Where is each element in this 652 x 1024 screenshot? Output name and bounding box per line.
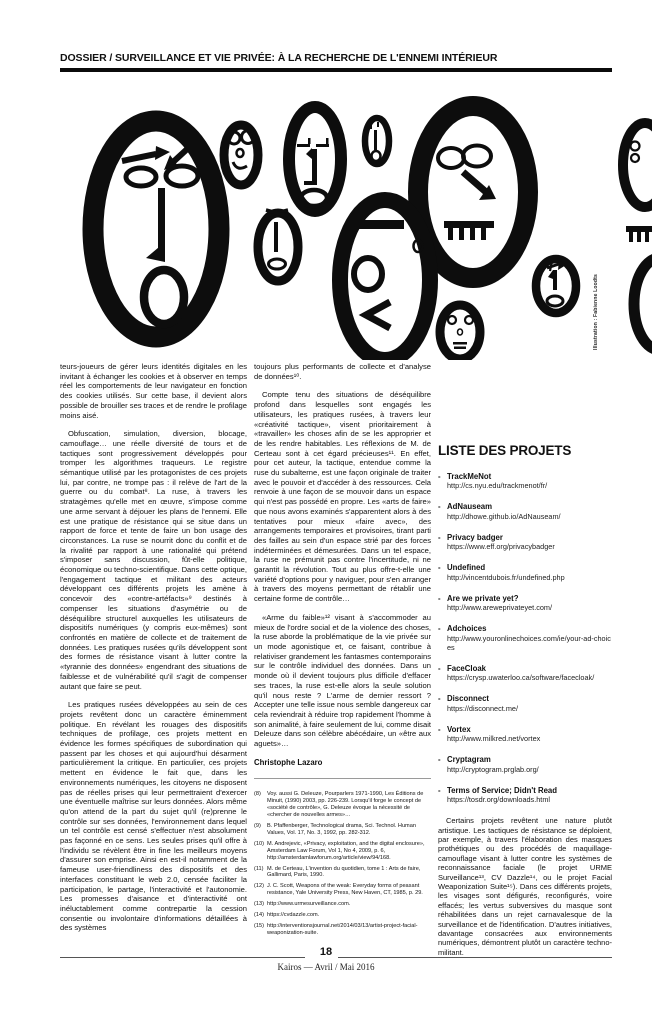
project-item-privacy-badger: [438, 533, 612, 552]
paragraph: «Arme du faible»¹² visant à s'accommoder au mieux de l'ordre social et de la violence des choses, la ruse aborde la problématique de la vie privée sur un mode agonistique et, ce faisant, contribue à relativiser grandement les fantasmes contemporains sur le contrôle individuel des données. Dans un monde où il devient toujours plus difficile d'effacer ses traces, la ruse est-elle alors la seule solution qu'il nous reste ? L'arme de dernier ressort ? Accepter une telle issue nous semble dangereux car cela reviendrait à réduire trop rapidement l'homme à son animalité, à faire seulement de lui, comme disait Deleuze dans son célèbre abécédaire, un «être aux aguets»…: [254, 612, 431, 749]
paragraph: Obfuscation, simulation, diversion, blocage, camouflage… une réelle diversité de tours et de tactiques sont progressivement développés pour tromper les algorithmes traqueurs. Le registre sémantique utilisé par les protagonistes de ces projets lui, par contre, ne trompe pas : il relève de l'art de la guerre ou du combat⁸. La ruse, à travers les stratagèmes qu'elle met en œuvre, s'impose comme une arme servant à déjouer les plans de l'ennemi. Elle est une pratique de résistance qui se situe dans un rapport de force et tente de faire un bon usage des circonstances. La ruse se nourrit donc du conflit et de la rivalité par rapport à une rationalité qui prétend s'imposer sans discussion, fût-elle politique, économique ou techno-scientifique. Dans cette optique, l'engagement tactique et militant des acteurs développant ces différents projets les amène à concevoir des «contre-artéfacts»⁹ destinés à compenser les situations d'asymétrie ou de déséquilibre structurel auxquelles les utilisateurs de dispositifs numériques (y compris eux-mêmes) sont confrontés en matière de collecte et de traitement de données. Les pratiques rusées qu'ils développent sont des formes de résistance visant à lutter contre la «tyrannie des données» engendrant des situations de faiblesse et de vulnérabilité qu'il s'agit de compenser autant que faire se peut.: [60, 429, 248, 691]
dash-bullet: -: [438, 724, 441, 734]
project-url: http://www.areweprivateyet.com/: [447, 603, 553, 613]
footnote-text: http://interventionsjournal.net/2014/03/13/artist-project-facial-weaponization-suite.: [267, 923, 418, 936]
dash-bullet: -: [438, 663, 441, 673]
footnote: [254, 901, 431, 908]
article-column-2: [254, 362, 431, 941]
illustration-credit: Illustration : Fabienne Loodts: [593, 274, 599, 350]
footnote: [254, 923, 431, 937]
project-name: Terms of Service; Didn't Read: [447, 785, 558, 795]
face-partial-right-bottom: [626, 226, 652, 350]
footnote-number: (11): [254, 865, 264, 872]
project-name: Are we private yet?: [447, 593, 519, 603]
project-name: Cryptagram: [447, 755, 491, 765]
project-url: https://tosdr.org/downloads.html: [447, 795, 551, 805]
footnote-number: (9): [254, 823, 261, 830]
project-url: http://vincentdubois.fr/undefined.php: [447, 572, 565, 582]
project-item-adchoices: [438, 624, 612, 652]
footnote-text: B. Pfaffenberger, Technological drama, Sci. Technol. Human Values, Vol. 17, No. 3, 1992, pp. 282-312.: [267, 823, 416, 836]
project-item-adnauseam: [438, 502, 612, 521]
footnote: [254, 866, 431, 880]
paragraph: toujours plus performants de collecte et d'analyse de données¹⁰.: [254, 362, 431, 381]
face-tall-center: [289, 107, 341, 211]
project-url: http://www.milkred.net/vortex: [447, 734, 541, 744]
dash-bullet: -: [438, 502, 441, 512]
face-tall-lower: [340, 200, 430, 360]
footnote-number: (13): [254, 901, 264, 908]
project-name: TrackMeNot: [447, 471, 492, 481]
projects-heading: LISTE DES PROJETS: [438, 443, 572, 458]
dash-bullet: -: [438, 694, 441, 704]
project-name: Disconnect: [447, 694, 490, 704]
dossier-header: [60, 52, 612, 72]
dash-bullet: -: [438, 785, 441, 795]
project-item-trackmenot: [438, 472, 612, 491]
project-url: https://disconnect.me/: [447, 703, 518, 713]
footnote: [254, 791, 431, 819]
project-item-disconnect: [438, 694, 612, 713]
footnote-number: (8): [254, 791, 261, 798]
face-partial-right-top: [623, 123, 652, 207]
footnote-text: M. de Certeau, L'invention du quotidien, tome 1 : Arts de faire, Gallimard, Paris, 1990.: [267, 865, 421, 879]
face-small-bottom: [440, 305, 480, 359]
footnote-text: https://cvdazzle.com.: [267, 912, 320, 919]
footnote-text: J. C. Scott, Weapons of the weak: Everyday forms of peasant resistance, Yale University Press, New Haven, CT, 1985, p. 29.: [267, 883, 423, 897]
footnote: [254, 912, 431, 919]
dash-bullet: -: [438, 471, 441, 481]
dossier-kicker: DOSSIER /: [60, 52, 116, 64]
project-url: http://www.youronlinechoices.com/ie/your-ad-choices: [447, 633, 611, 652]
face-small-top-left: [224, 125, 258, 185]
project-name: AdNauseam: [447, 502, 493, 512]
dash-bullet: -: [438, 563, 441, 573]
footnote-text: M. Andrejevic, «Privacy, exploitation, and the digital enclosure», Amsterdam Law Forum, Vol 1, No 4, 2009, p. 6, http://amsterdamlawforum.org/article/view/94/168.: [267, 840, 425, 861]
dash-bullet: -: [438, 755, 441, 765]
project-item-facecloak: [438, 664, 612, 683]
project-name: Privacy badger: [447, 532, 503, 542]
project-name: Undefined: [447, 563, 486, 573]
page-title: SURVEILLANCE ET VIE PRIVÉE: À LA RECHERCHE DE L'ENNEMI INTÉRIEUR: [115, 52, 498, 64]
header-rule: [60, 68, 612, 72]
paragraph: Les pratiques rusées développées au sein de ces projets revêtent donc un caractère éminemment politique. En révélant les rouages des dispositifs techniques de profilage, ces projets mettent en évidence les formes spécifiques de subordination qui passent par les choses et qui aujourd'hui désarment particulièrement la critique. En particulier, ces projets mettent en évidence le fait que, dans les environnements numériques, les citoyens ne disposent pas de réelles prises qui leur permettraient d'exercer une éventuelle maîtrise sur leurs données. Alors même qu'on attend de la part du sujet qu'il (re)prenne le contrôle sur ses données, l'environnement dans lequel un tel contrôle est censé s'effectuer n'est absolument pas façonné en ce sens. Les seules prises qu'il offre à l'individu se révèlent être in fine les meilleurs moyens d'assurer son emprise. Ainsi en est-il notamment de la fameuse user-friendliness des dispositifs et des interfaces constituant le web 2.0, censée faciliter la participation, le partage, l'interactivité et l'autonomie. Les promesses d'aisance et d'interactivité ont inéluctablement comme contrepartie la cession consentie ou involontaire d'informations détaillées à des systèmes: [60, 700, 247, 933]
footnote-number: (12): [254, 883, 264, 890]
project-url: http://cryptogram.prglab.org/: [447, 764, 539, 774]
dossier-title-line: [60, 52, 612, 64]
footer-rule-left: [60, 957, 305, 958]
project-name: FaceCloak: [447, 663, 487, 673]
project-name: Adchoices: [447, 624, 487, 634]
paragraph: Compte tenu des situations de déséquilibre profond dans lesquelles sont engagés les utilisateurs, les pratiques rusées, à travers leur «créativité tactique», visent prioritairement à «travailler» les choses afin de se les approprier et de les rendre habitables. Les réflexions de M. de Certeau sont à cet égard précieuses¹¹. En effet, pour cet auteur, la tactique, entendue comme la ruse du subalterne, est une façon originale de traiter avec le pouvoir et d'accéder à des ressources. Cela renvoie à une façon de se mouvoir dans un espace qui n'est pas possédé en propre. Les «arts de faire» que nous avons examinés s'apparentent alors à des tentatives pour mieux «faire avec», des arrangements temporaires et provisoires, tirant parti des failles au sein d'un espace strié par des forces indéterminées et démesurées. Dans un tel espace, la ruse ne prémunit pas contre l'incertitude, ni ne garantit la révolution. Tout au plus offre-t-elle une variété d'options pour y naviguer, pour s'en arranger à travers des moyens permettant de rétablir une certaine forme de contrôle…: [254, 390, 431, 604]
project-url: https://www.eff.org/privacybadger: [447, 542, 555, 552]
footer-rule-right: [338, 957, 612, 958]
footnote: [254, 883, 431, 897]
footnote: [254, 823, 431, 837]
signature-rule: [254, 778, 431, 779]
author-signature: Christophe Lazaro: [254, 757, 323, 767]
face-big-left: [93, 121, 219, 337]
face-tiny-top: [365, 118, 389, 164]
project-url: http://dhowe.github.io/AdNauseam/: [447, 511, 561, 521]
footnote-text: Voy. aussi G. Deleuze, Pourparlers 1971-1990, Les Éditions de Minuit, (1990) 2003, pp. 226-239. Lorsqu'il forge le concept de «société de contrôle», G. Deleuze évoque la nécessité de «chercher de nouvelles armes»…: [267, 791, 424, 819]
footnote-number: (14): [254, 912, 264, 919]
page-number: 18: [319, 946, 333, 958]
project-url: https://crysp.uwaterloo.ca/software/facecloak/: [447, 673, 595, 683]
project-name: Vortex: [447, 724, 471, 734]
dash-bullet: -: [438, 624, 441, 634]
footnotes: [254, 791, 431, 936]
project-item-are-we-private-yet: [438, 594, 612, 613]
project-url: http://cs.nyu.edu/trackmenot/fr/: [447, 481, 548, 491]
footnote-number: (15): [254, 923, 264, 930]
footnote-number: (10): [254, 840, 264, 847]
face-small-right: [536, 259, 576, 313]
footnote: [254, 841, 431, 862]
projects-sidebar: [438, 362, 612, 966]
typographic-faces-illustration: [60, 82, 652, 360]
article-column-1: [60, 362, 247, 942]
footnote-text: http://www.urmesurveillance.com.: [267, 901, 351, 908]
dash-bullet: -: [438, 593, 441, 603]
journal-issue-line: Kairos — Avril / Mai 2016: [277, 962, 375, 972]
project-item-vortex: [438, 725, 612, 744]
face-small-center: [258, 210, 298, 281]
project-item-undefined: [438, 563, 612, 582]
closing-paragraph: Certains projets revêtent une nature plutôt artistique. Les tactiques de résistance se déploient, par exemple, à travers l'élaboration des masques prothétiques ou des procédés de maquillage-camouflage visant à lutter contre les systèmes de reconnaissance faciale (le projet URME Surveillance¹³, CV Dazzle¹⁴, ou le projet Facial Weaponization Suite¹⁵). Dans ces différents projets, les visages sont défigurés, reconfigurés, voire effacés; les vertus subversives du masque sont réhabilitées dans un rejet carnavalesque de la surveillance et de l'identification. D'autres initiatives, davantage consacrées aux environnements numériques, démontrent plutôt un caractère techno-militant.: [438, 816, 612, 957]
dash-bullet: -: [438, 532, 441, 542]
paragraph: teurs-joueurs de gérer leurs identités digitales en les invitant à échanger les cookies et à observer en temps réel les comportements de leur navigateur en fonction des cookies utilisés. Sur cette base, il devient alors possible de brouiller ses traces et de rendre le profilage moins aisé.: [60, 362, 247, 420]
project-item-cryptagram: [438, 755, 612, 774]
project-item-tosdr: [438, 786, 612, 805]
